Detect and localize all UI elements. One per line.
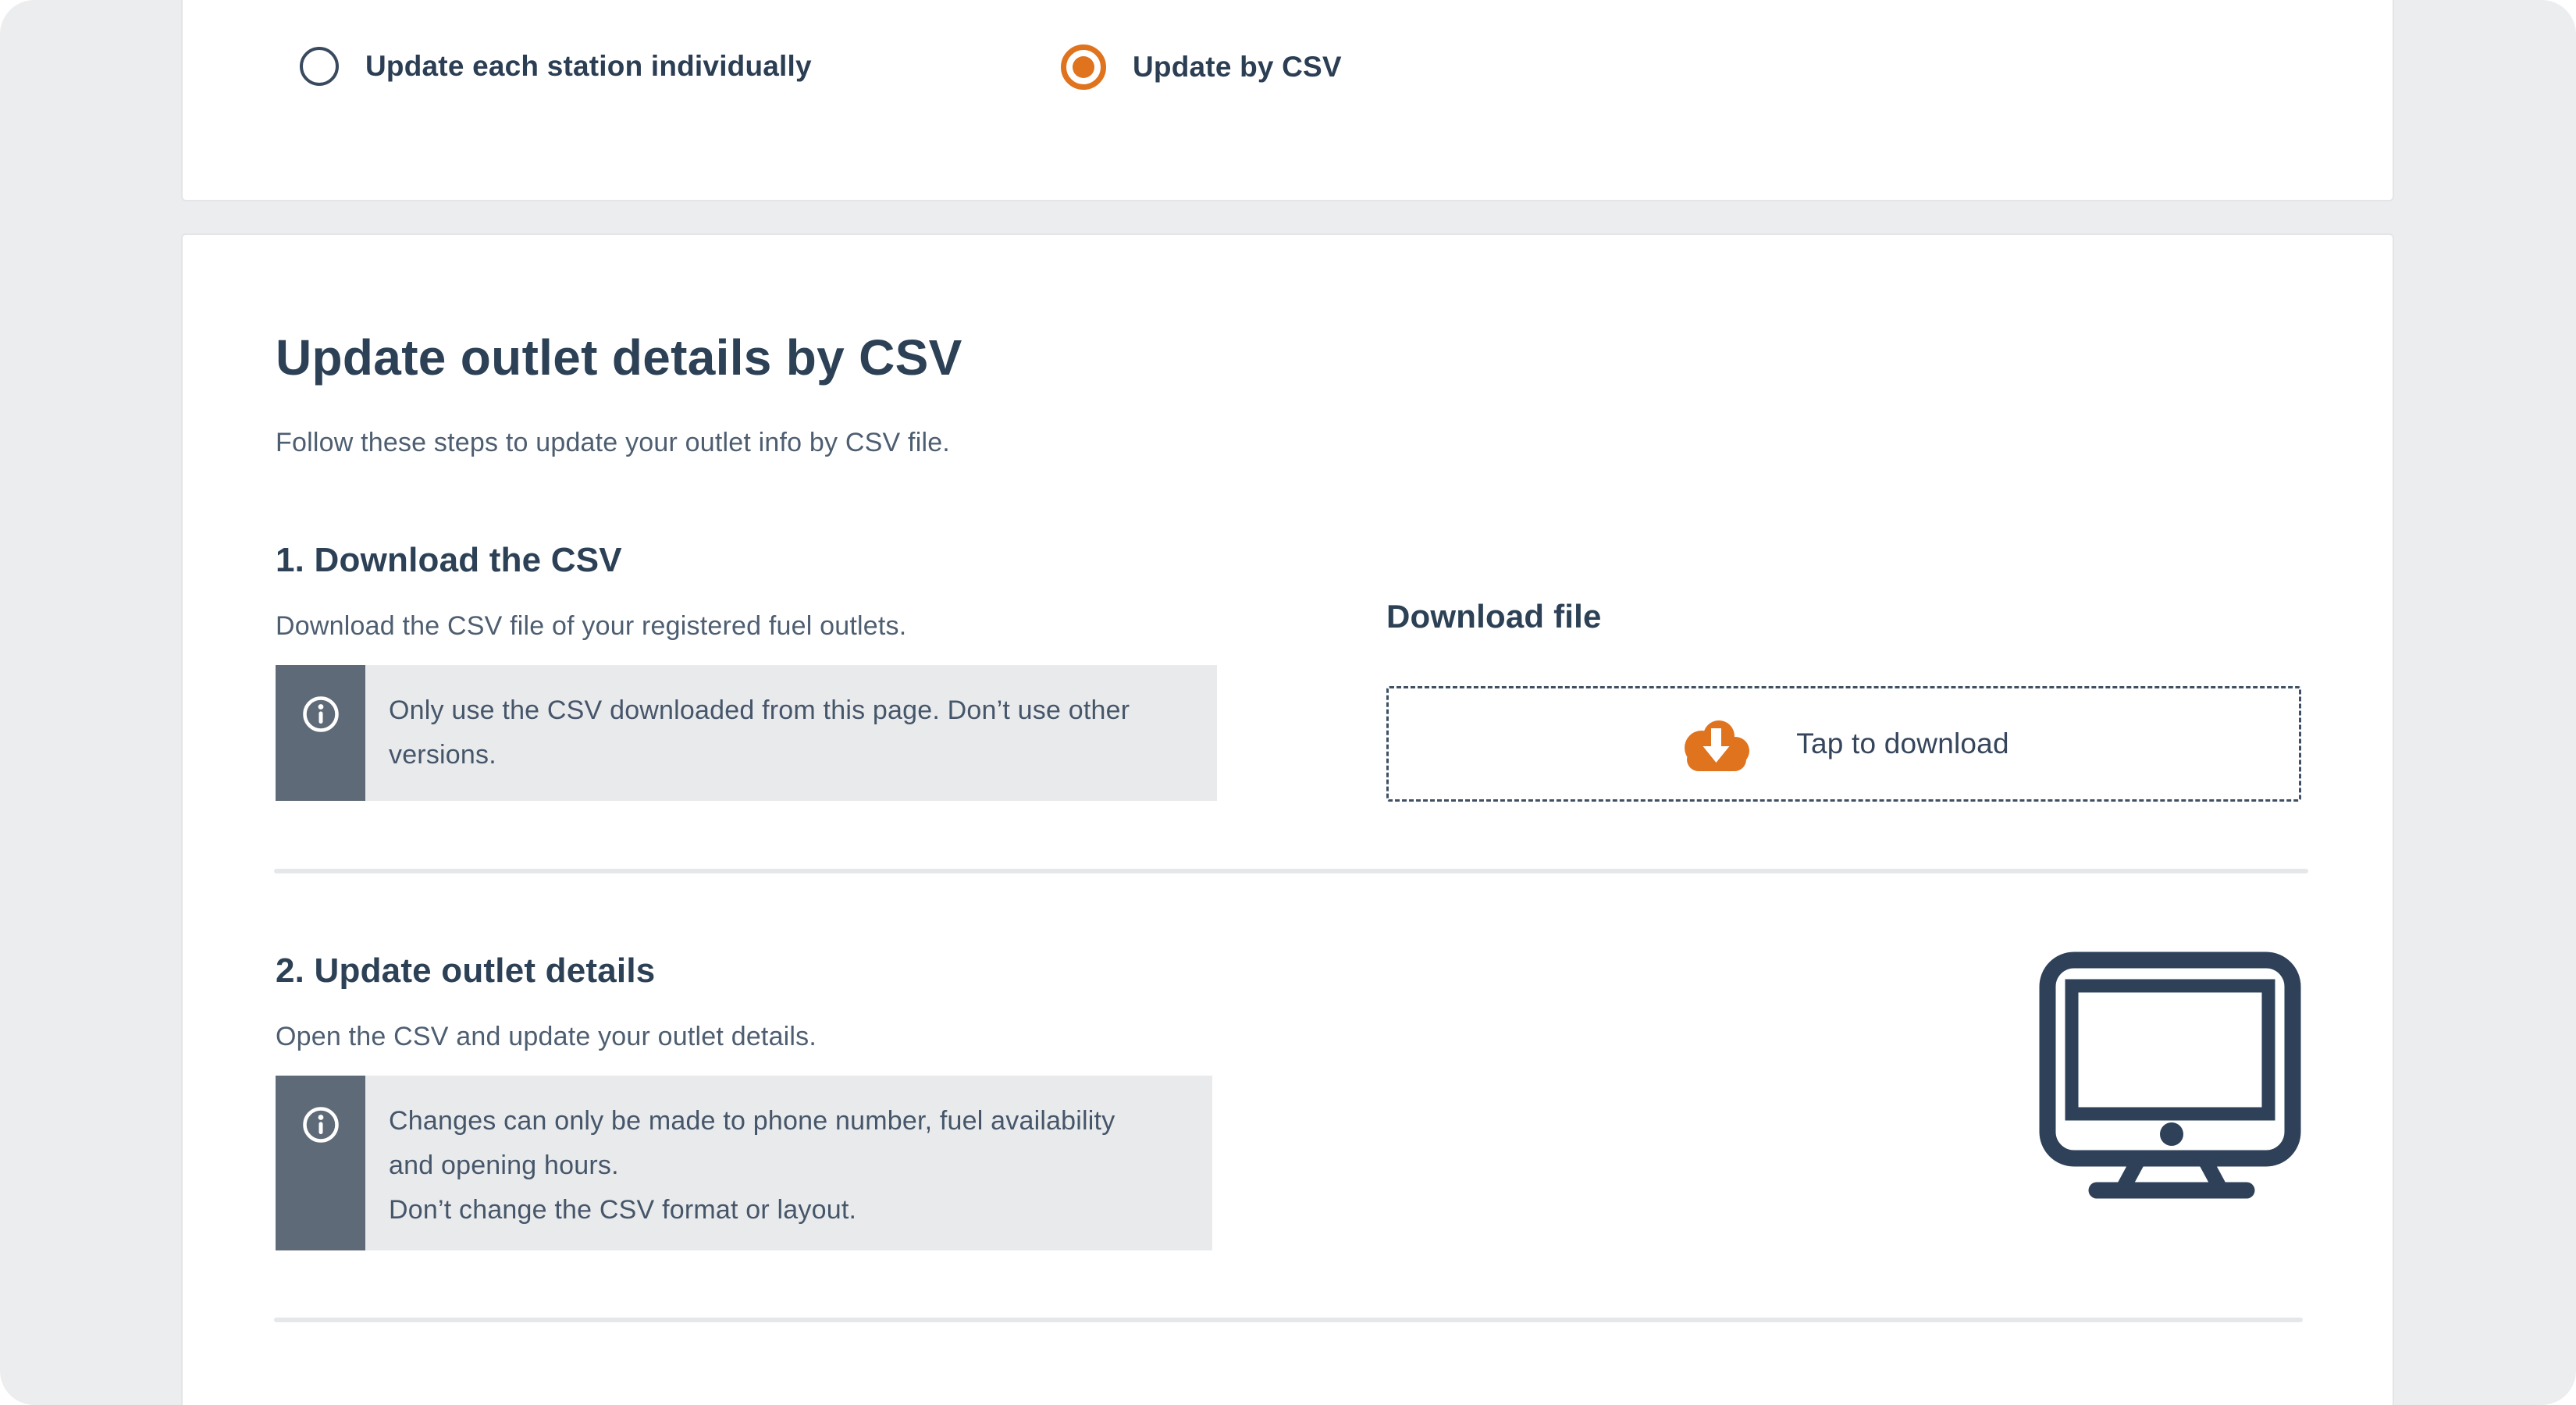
radio-option-label: Update by CSV <box>1133 51 1342 83</box>
info-callout-strip <box>276 1076 365 1250</box>
section-divider <box>274 869 2308 873</box>
step1-description: Download the CSV file of your registered fuel outlets. <box>276 611 907 641</box>
info-icon <box>301 695 340 734</box>
section-divider <box>274 1318 2303 1322</box>
info-note-line: Only use the CSV downloaded from this page. Don’t use other versions. <box>389 695 1130 770</box>
step2-heading: 2. Update outlet details <box>276 951 656 990</box>
page-title: Update outlet details by CSV <box>276 329 962 386</box>
radio-option-update-by-csv[interactable] <box>1061 44 1342 90</box>
tap-to-download-label: Tap to download <box>1796 727 2009 759</box>
computer-monitor-icon <box>2039 951 2304 1209</box>
info-callout-text <box>365 665 1193 801</box>
step1-heading: 1. Download the CSV <box>276 541 622 579</box>
info-callout-text <box>365 1076 1193 1250</box>
update-mode-card <box>181 0 2394 201</box>
step2-description: Open the CSV and update your outlet details. <box>276 1022 817 1051</box>
info-icon <box>301 1105 340 1144</box>
info-note-line: Don’t change the CSV format or layout. <box>389 1195 857 1225</box>
info-note-line: Changes can only be made to phone number, fuel availability and opening hours. <box>389 1106 1115 1180</box>
step2-info-callout <box>276 1076 1212 1250</box>
radio-unselected-icon[interactable] <box>300 47 339 86</box>
cloud-download-icon <box>1678 715 1754 773</box>
page-intro: Follow these steps to update your outlet info by CSV file. <box>276 428 950 457</box>
radio-option-update-individually[interactable] <box>300 47 812 86</box>
radio-selected-icon[interactable] <box>1061 44 1106 90</box>
radio-option-label: Update each station individually <box>365 50 812 82</box>
tap-to-download-button[interactable] <box>1386 686 2301 802</box>
info-callout-strip <box>276 665 365 801</box>
step1-info-callout <box>276 665 1217 801</box>
download-file-heading: Download file <box>1386 598 1602 635</box>
update-by-csv-card <box>181 233 2394 1405</box>
